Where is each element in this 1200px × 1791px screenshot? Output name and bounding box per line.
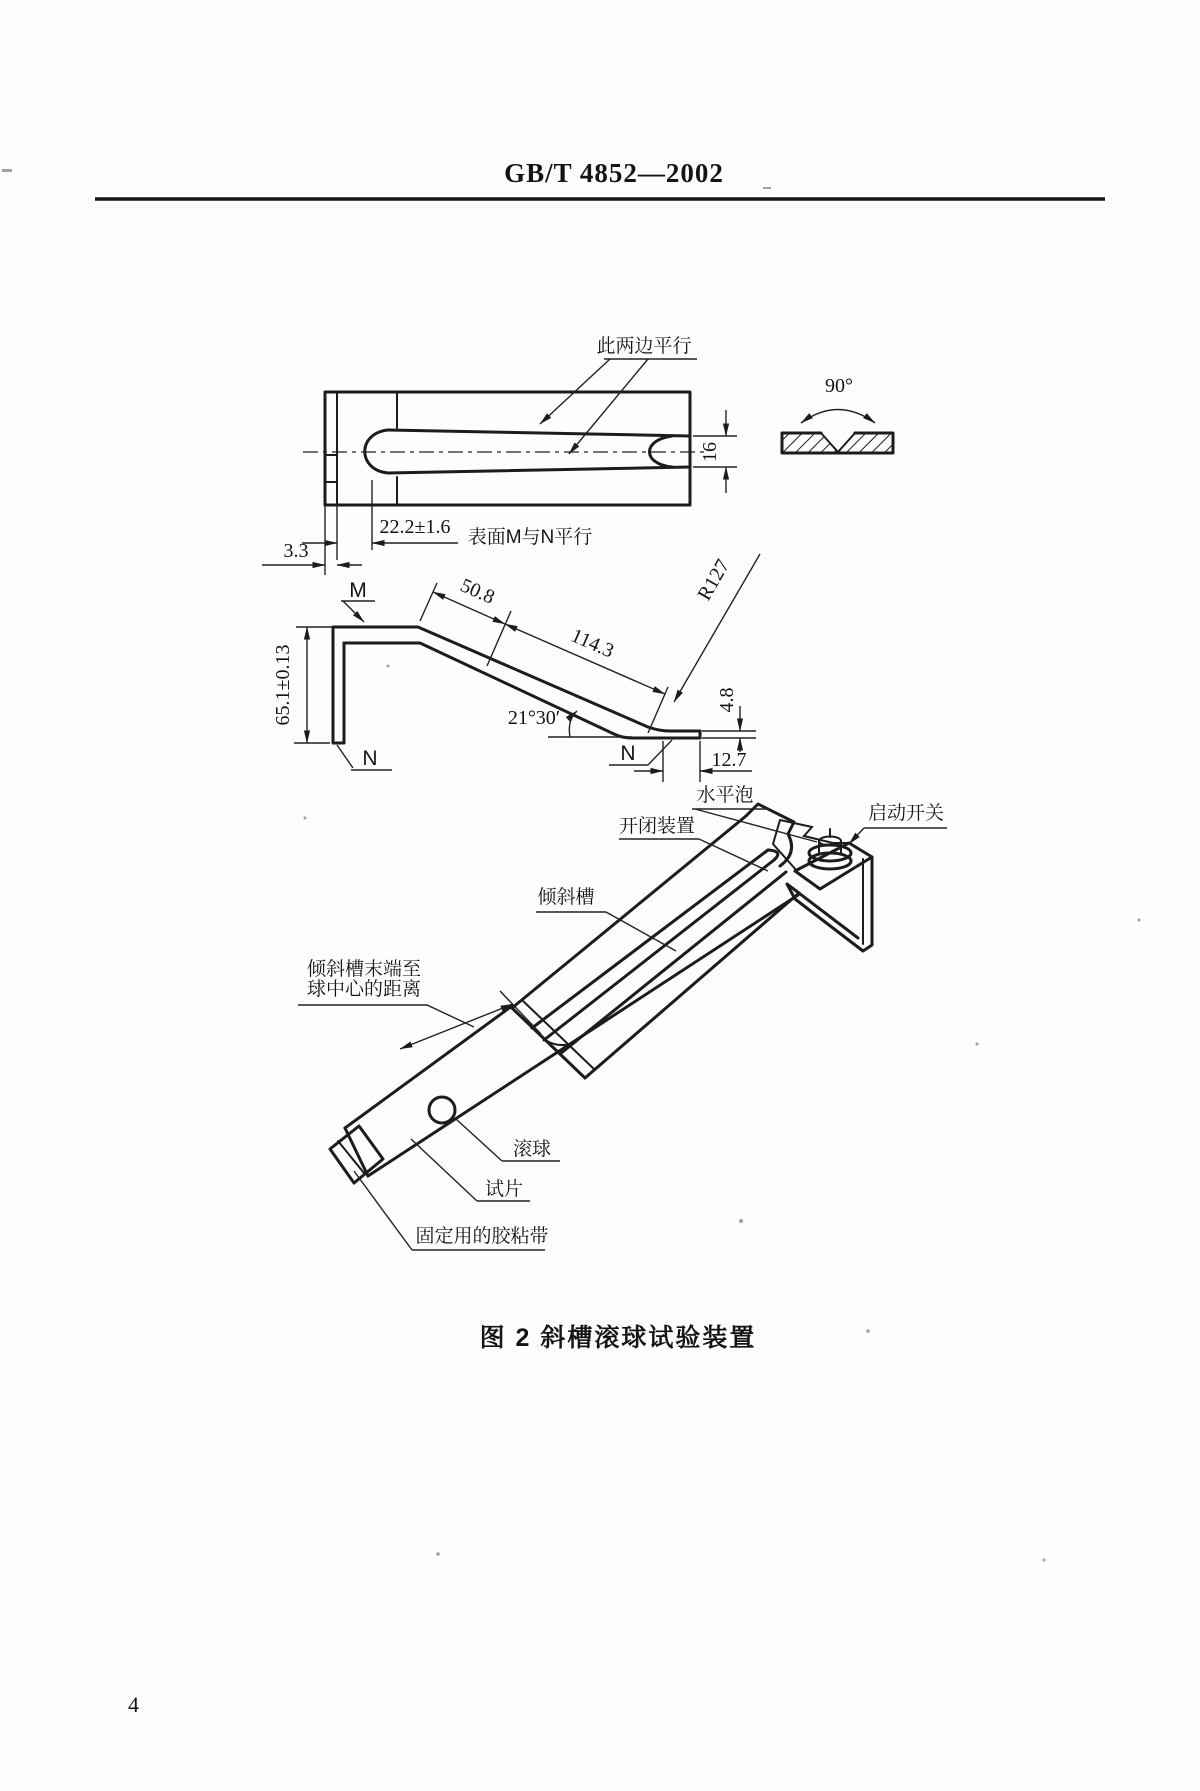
dim-slot-offset: 22.2±1.6 <box>379 516 451 538</box>
label-level-bubble: 水平泡 <box>696 785 754 806</box>
label-distance-line1: 倾斜槽末端至 <box>306 959 422 980</box>
label-distance-line2: 球中心的距离 <box>306 979 422 1000</box>
label-rolling-ball: 滚球 <box>512 1139 552 1160</box>
note-surfaces-parallel: 表面M与N平行 <box>467 527 593 548</box>
groove-section-linework <box>782 375 893 453</box>
dim-upper-slope: 50.8 <box>456 574 498 609</box>
plan-view-linework <box>303 392 706 505</box>
figure-caption: 图 2 斜槽滚球试验装置 <box>479 1324 757 1352</box>
dim-lower-slope: 114.3 <box>567 624 618 663</box>
note-edges-parallel: 此两边平行 <box>596 336 692 357</box>
label-inclined-channel: 倾斜槽 <box>537 887 595 908</box>
label-start-switch: 启动开关 <box>867 803 945 824</box>
dim-groove-angle: 90° <box>825 375 853 397</box>
label-fixing-tape: 固定用的胶粘带 <box>415 1226 549 1247</box>
dim-radius: R127 <box>693 555 735 605</box>
dim-end-length: 12.7 <box>711 749 747 771</box>
scan-speck <box>2 169 12 172</box>
header-standard-code: GB/T 4852—2002 <box>504 158 724 188</box>
surface-m-label: M <box>349 579 367 602</box>
scan-speck <box>763 187 771 189</box>
label-test-piece: 试片 <box>484 1179 524 1200</box>
surface-n-left-label: N <box>362 747 378 770</box>
dim-angle: 21°30′ <box>507 707 561 729</box>
dim-slot-width: 16 <box>699 442 721 462</box>
page-number: 4 <box>128 1692 139 1717</box>
surface-n-right-label: N <box>620 742 636 765</box>
dim-edge: 3.3 <box>283 540 309 562</box>
dim-end-thickness: 4.8 <box>716 687 738 713</box>
dim-height: 65.1±0.13 <box>272 644 294 726</box>
label-release-device: 开闭装置 <box>618 816 696 837</box>
